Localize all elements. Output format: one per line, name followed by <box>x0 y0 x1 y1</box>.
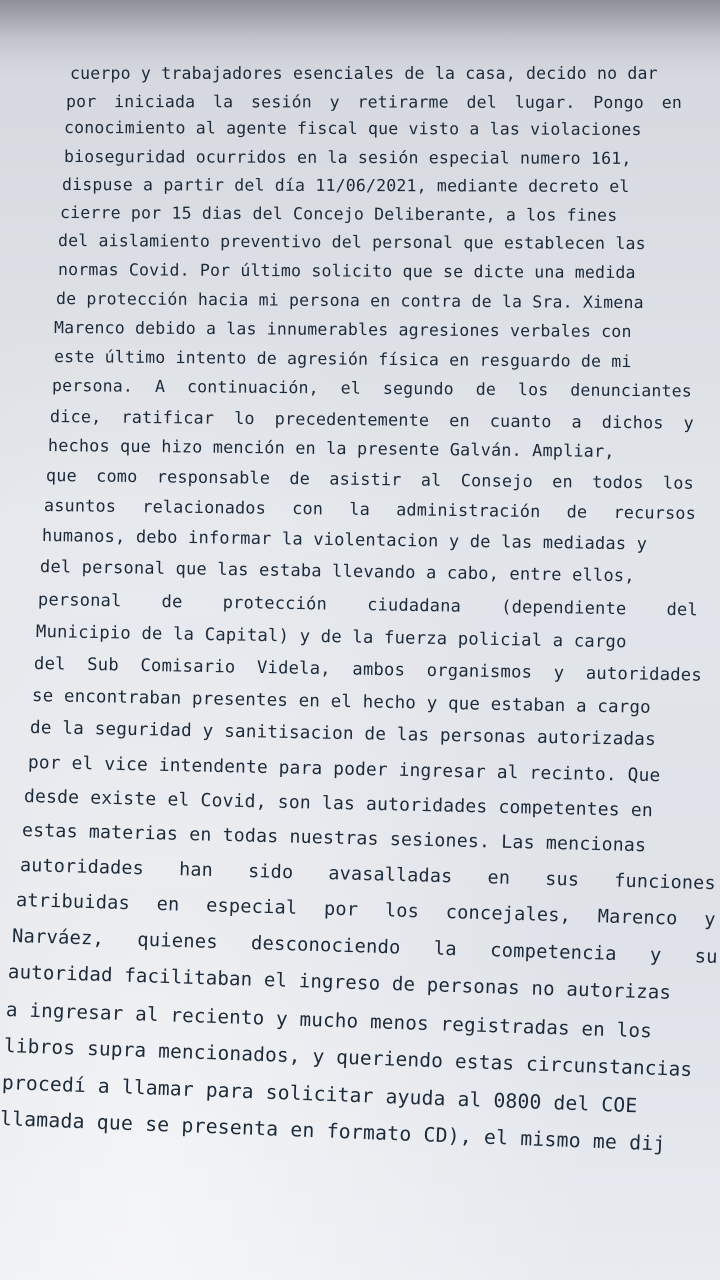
document-text-line: cuerpo y trabajadores esenciales de la casa, decido no dar <box>70 64 658 83</box>
document-text-line <box>66 92 682 112</box>
document-word: retirarme <box>357 92 449 112</box>
document-word: la <box>433 938 458 961</box>
document-text-line: por el vice intendente para poder ingresar al recinto. Que <box>27 752 661 787</box>
document-text-line: del aislamiento preventivo del personal que establecen las <box>57 231 646 254</box>
document-word: sido <box>247 860 294 884</box>
document-word: como <box>96 465 138 487</box>
document-text-line: estas materias en todas nuestras sesiones. Las mencionas <box>21 820 647 857</box>
document-text-line <box>20 855 716 894</box>
document-word: Narváez, <box>11 926 105 950</box>
document-word: responsable <box>156 466 271 488</box>
document-text-line: libros supra mencionados, y queriendo estas circunstancias <box>3 1034 693 1082</box>
document-word: desconociendo <box>250 933 401 959</box>
document-word: atribuidas <box>15 890 131 915</box>
document-word: protección <box>222 592 328 615</box>
document-word: los <box>662 472 695 493</box>
document-text-line: humanos, debo informar la violentacion y de las mediadas y <box>41 526 648 555</box>
document-text-line: a ingresar al reciento y mucho menos registradas en los <box>5 998 653 1043</box>
document-word: sus <box>545 868 580 891</box>
document-word: del <box>33 654 66 675</box>
document-word: y <box>703 909 716 931</box>
document-word: administración <box>396 499 541 522</box>
document-text-line: del personal que las estaba llevando a cabo, entre ellos, <box>39 557 635 587</box>
document-word: persona. <box>51 376 134 396</box>
document-word: y <box>329 92 340 112</box>
document-text-line: hechos que hizo mención en la presente Galván. Ampliar, <box>47 435 615 461</box>
document-text-line <box>34 654 702 686</box>
document-text-line: se encontraban presentes en el hecho y que estaban a cargo <box>31 686 651 718</box>
document-word: lo <box>234 407 255 429</box>
document-text-line <box>16 890 716 931</box>
document-word: ratificar <box>121 406 215 428</box>
document-word: Consejo <box>460 470 534 491</box>
document-word: organismos <box>426 660 533 683</box>
document-word: que <box>45 465 78 486</box>
document-word: Comisario <box>140 655 236 678</box>
document-word: sesión <box>251 92 312 112</box>
document-word: Sub <box>87 654 120 676</box>
document-word: personal <box>37 590 122 612</box>
document-text-line <box>38 590 698 620</box>
document-text-line <box>12 926 718 968</box>
document-word: en <box>552 471 573 492</box>
document-word: de <box>289 467 311 489</box>
document-word: continuación, <box>186 377 319 398</box>
document-text-line: autoridad facilitaban el ingreso de personas no autorizas <box>7 961 672 1004</box>
document-word: denunciantes <box>570 380 692 401</box>
document-word: el <box>340 378 362 398</box>
document-word: segundo <box>382 378 454 399</box>
document-word: de <box>161 591 183 613</box>
document-word: avasalladas <box>328 863 453 888</box>
document-word: y <box>553 663 565 684</box>
document-word: relacionados <box>142 496 267 518</box>
document-word: la <box>349 498 371 519</box>
document-word: su <box>694 946 718 968</box>
document-word: iniciada <box>114 92 196 112</box>
document-word: en <box>449 410 470 431</box>
document-word: quienes <box>136 929 219 954</box>
document-word: con <box>292 498 324 519</box>
document-text-line: conocimiento al agente fiscal que visto a las violaciones <box>63 118 642 140</box>
document-word: en <box>661 93 683 113</box>
document-word: precedentemente <box>274 408 430 430</box>
document-word: ciudadana <box>366 595 462 617</box>
document-word: de <box>475 379 497 399</box>
document-text-line: Marenco debido a las innumerables agresiones verbales con <box>53 318 632 342</box>
document-text-line: de la seguridad y sanitisacion de las personas autorizadas <box>29 718 657 751</box>
document-text-line: bioseguridad ocurridos en la sesión especial numero 161, <box>63 147 632 168</box>
document-text-line <box>46 465 694 493</box>
document-text-line: este último intento de agresión física en resguardo de mi <box>53 347 632 372</box>
document-word: dichos <box>601 411 664 433</box>
document-word: autoridades <box>19 855 145 880</box>
document-word: y <box>649 944 662 967</box>
document-word: del <box>466 92 497 112</box>
document-word: Pongo <box>593 92 644 113</box>
document-word: asuntos <box>43 495 117 516</box>
document-word: lugar. <box>514 92 576 112</box>
document-word: Marenco <box>597 906 678 930</box>
document-text-line <box>50 406 694 433</box>
document-word: todos <box>592 471 644 493</box>
document-word: cuanto <box>489 410 552 432</box>
document-word: en <box>487 867 511 889</box>
document-word: Videla, <box>256 657 331 680</box>
document-word: por <box>323 898 359 921</box>
document-word: autoridades <box>585 663 703 686</box>
document-word: han <box>178 859 214 882</box>
document-word: a <box>571 411 582 432</box>
document-word: en <box>156 893 180 916</box>
document-word: los <box>517 380 549 400</box>
document-word: y <box>683 412 695 433</box>
document-word: la <box>212 92 234 112</box>
document-word: dice, <box>49 406 102 427</box>
document-word: funciones <box>614 870 717 895</box>
document-word: (dependiente <box>501 597 627 620</box>
document-text-line: Municipio de la Capital) y de la fuerza policial a cargo <box>35 622 627 653</box>
document-word: del <box>666 599 699 621</box>
document-text-line: procedí a llamar para solicitar ayuda al 0800 del COE <box>1 1071 638 1118</box>
document-text-line: desde existe el Covid, son las autoridades competentes en <box>23 786 654 822</box>
document-text-line: de protección hacia mi persona en contra de la Sra. Ximena <box>55 289 644 313</box>
document-word: los <box>384 900 420 923</box>
document-word: asistir <box>329 468 402 490</box>
document-text-line: llamada que se presenta en formato CD), el mismo me dij <box>0 1107 666 1156</box>
document-text-line: dispuse a partir del día 11/06/2021, mediante decreto el <box>61 175 630 196</box>
document-text-line: normas Covid. Por último solicito que se dicte una medida <box>57 260 636 283</box>
document-word: A <box>154 376 166 396</box>
document-word: ambos <box>352 659 406 681</box>
document-word: por <box>65 92 97 112</box>
document-text-line <box>44 495 696 523</box>
document-text-line <box>52 376 692 401</box>
document-text-line: cierre por 15 dias del Concejo Deliberante, a los fines <box>59 203 618 225</box>
document-word: especial <box>205 895 298 919</box>
document-word: recursos <box>613 501 697 523</box>
document-word: concejales, <box>445 902 572 927</box>
document-word: competencia <box>489 940 617 965</box>
document-word: al <box>420 469 442 490</box>
document-word: de <box>566 501 588 522</box>
